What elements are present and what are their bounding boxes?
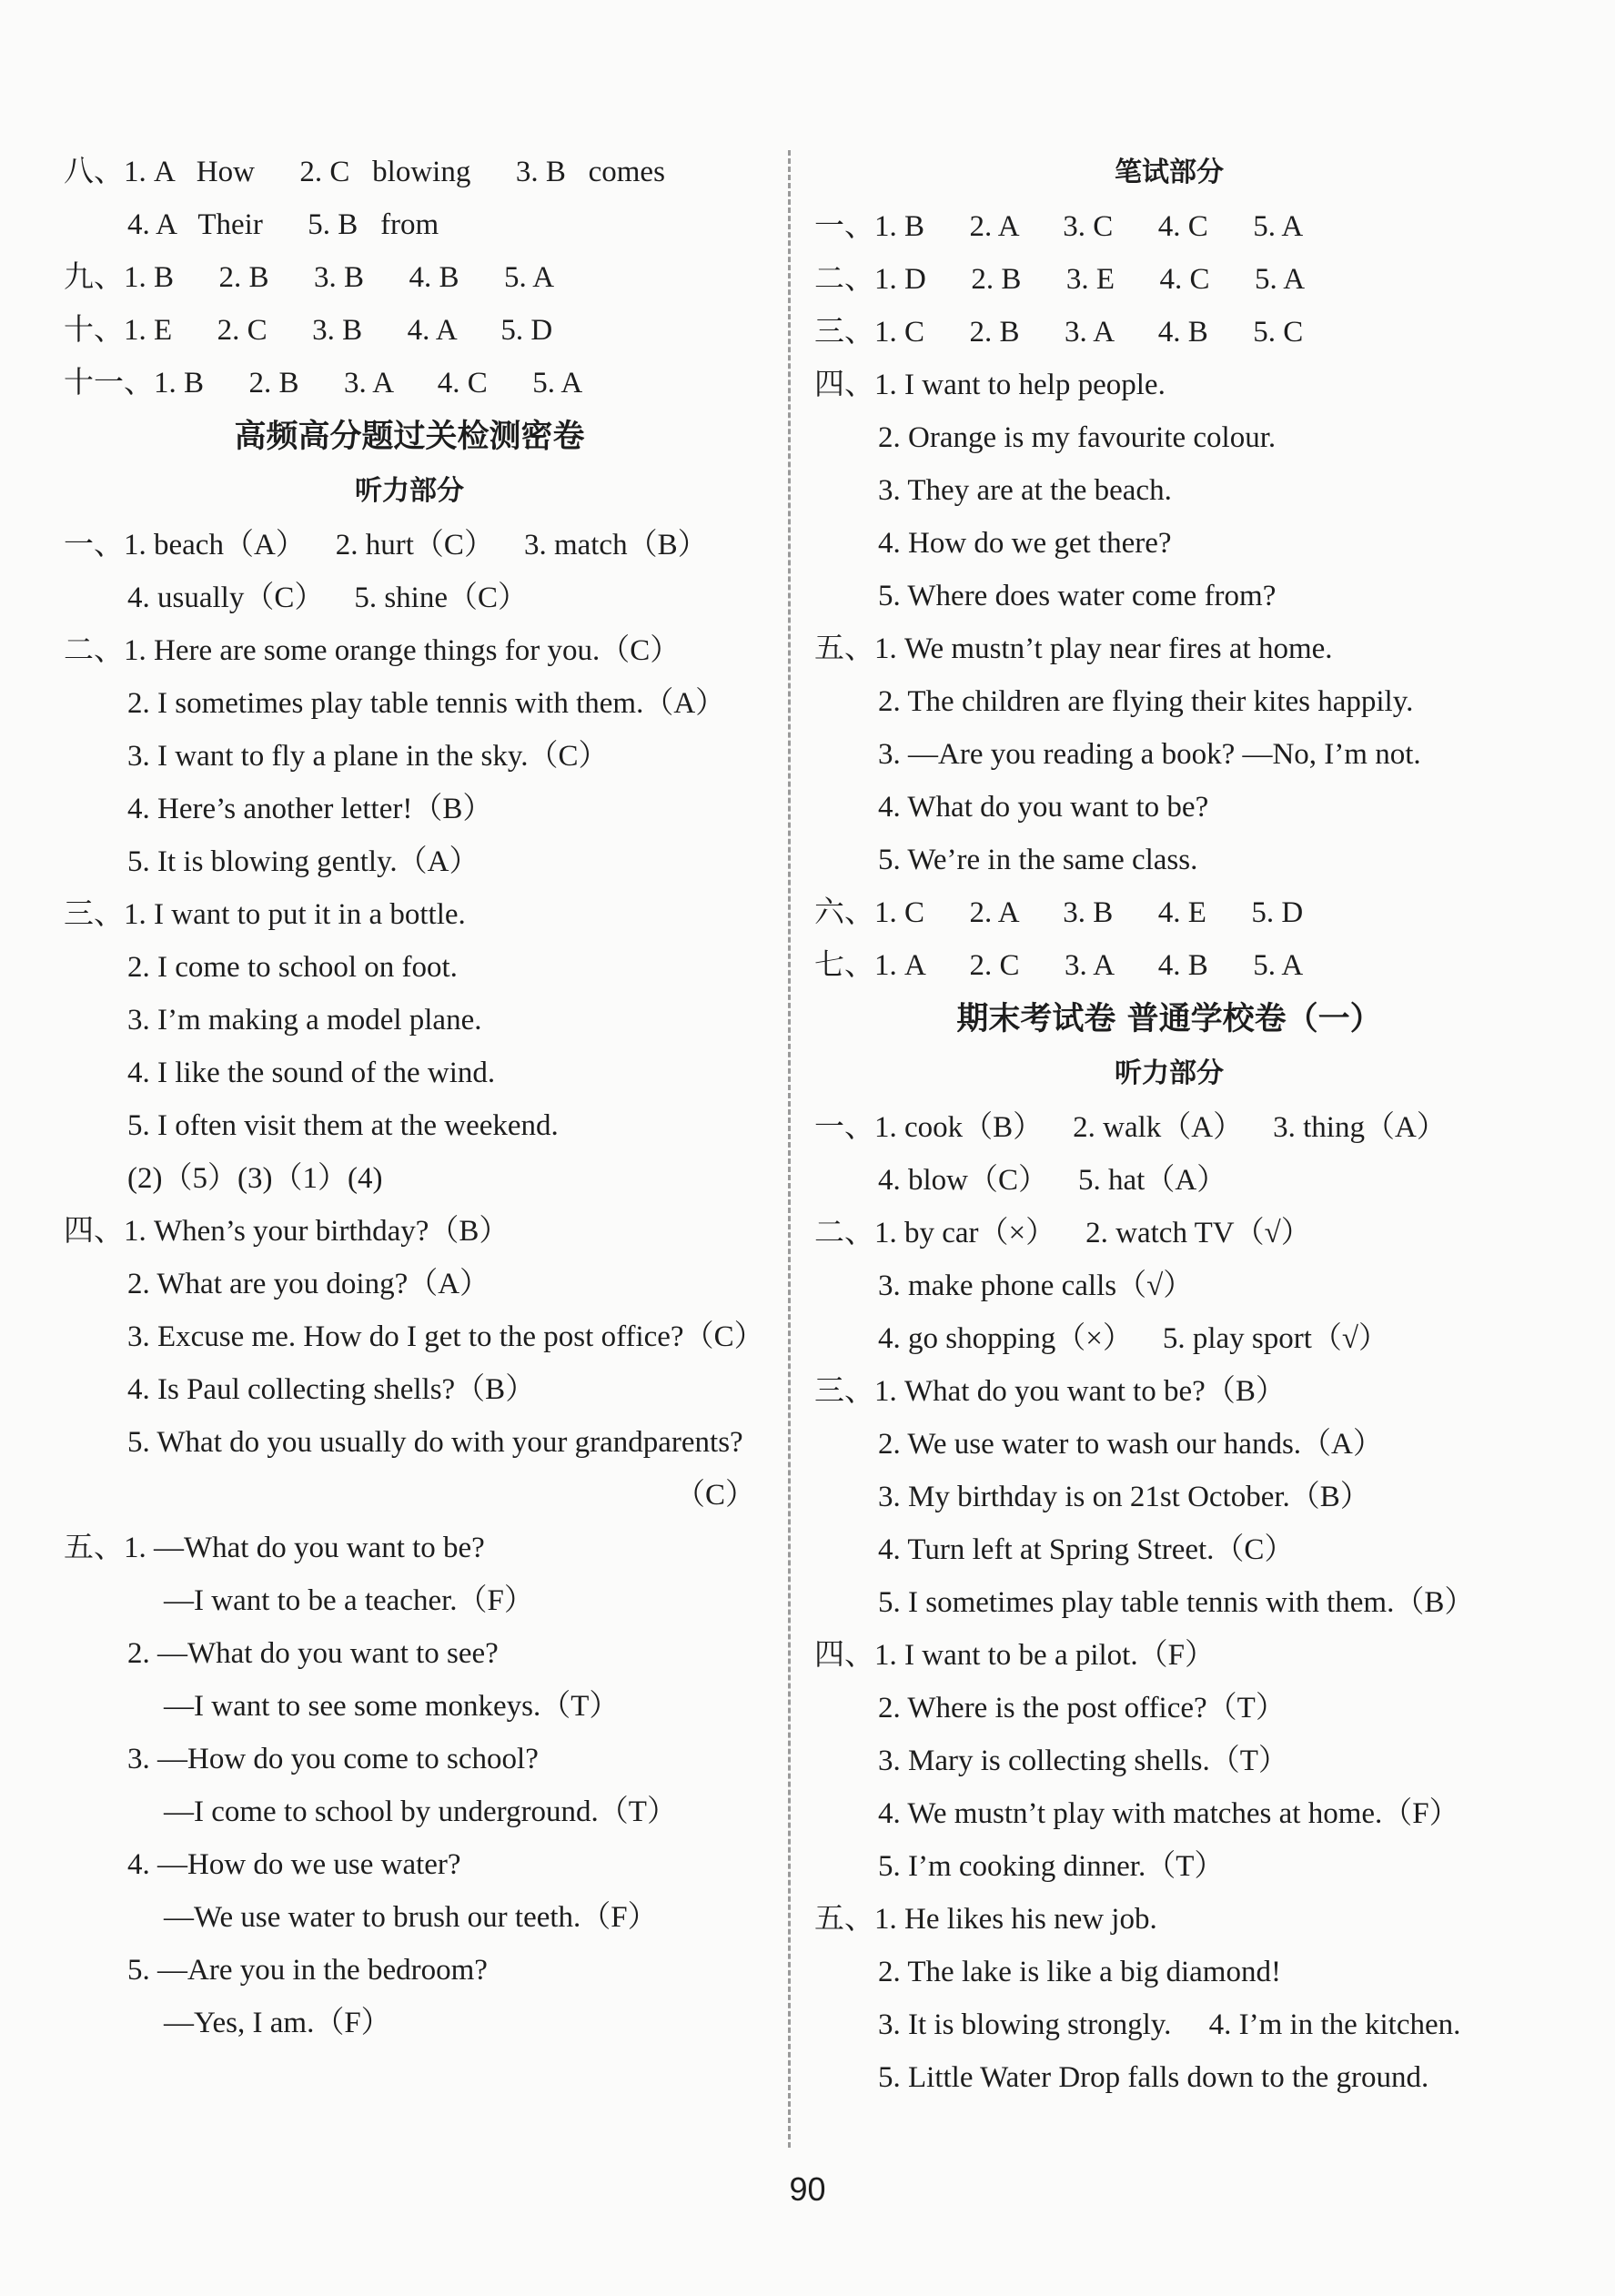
answer-line-indented: 4. We mustn’t play with matches at home.（F） bbox=[878, 1797, 1459, 1830]
section-subheading: 听力部分 bbox=[1115, 1057, 1224, 1089]
answer-line-indented: 2. Where is the post office?（T） bbox=[878, 1692, 1286, 1725]
answer-line: 二、1. Here are some orange things for you.（C） bbox=[64, 634, 681, 667]
answer-line-indented: 3. —Are you reading a book? —No, I’m not. bbox=[878, 738, 1421, 771]
answer-line-indented: 2. The lake is like a big diamond! bbox=[878, 1956, 1281, 1988]
answer-line: 二、1. D 2. B 3. E 4. C 5. A bbox=[814, 263, 1306, 296]
answer-line-indented: 2. What are you doing?（A） bbox=[127, 1268, 490, 1300]
answer-line-indented: 5. I often visit them at the weekend. bbox=[127, 1109, 559, 1142]
answer-line-indented: 5. Little Water Drop falls down to the ground. bbox=[878, 2061, 1429, 2094]
answer-line-indented: 5. I’m cooking dinner.（T） bbox=[878, 1850, 1225, 1883]
answer-line-indented: 2. Orange is my favourite colour. bbox=[878, 421, 1277, 454]
answer-line-indented: 4. Is Paul collecting shells?（B） bbox=[127, 1373, 536, 1406]
page-number: 90 bbox=[789, 2170, 826, 2208]
answer-line-indented: 4. blow（C） 5. hat（A） bbox=[878, 1164, 1227, 1197]
answer-line-indented: 5. I sometimes play table tennis with them.（B） bbox=[878, 1586, 1475, 1619]
answer-line-indented: 4. go shopping（×） 5. play sport（√） bbox=[878, 1322, 1389, 1355]
answer-line-reply: —I want to see some monkeys.（T） bbox=[164, 1690, 620, 1723]
answer-line: 五、1. —What do you want to be? bbox=[64, 1532, 485, 1564]
section-subheading: 听力部分 bbox=[355, 475, 464, 507]
answer-line: 三、1. C 2. B 3. A 4. B 5. C bbox=[814, 316, 1304, 349]
answer-line-indented: 3. Mary is collecting shells.（T） bbox=[878, 1745, 1288, 1777]
answer-line-indented: 3. I’m making a model plane. bbox=[127, 1004, 482, 1037]
answer-line-indented: 3. make phone calls（√） bbox=[878, 1269, 1194, 1302]
answer-line: 六、1. C 2. A 3. B 4. E 5. D bbox=[814, 896, 1304, 929]
answer-line: 一、1. beach（A） 2. hurt（C） 3. match（B） bbox=[64, 529, 708, 561]
left-column bbox=[64, 146, 764, 2049]
answer-line-indented: 4. A Their 5. B from bbox=[127, 208, 439, 241]
answer-line-indented: 4. What do you want to be? bbox=[878, 791, 1209, 824]
answer-line-indented: 4. Turn left at Spring Street.（C） bbox=[878, 1533, 1295, 1566]
answer-line: 五、1. He likes his new job. bbox=[814, 1903, 1157, 1936]
answer-line-indented: 5. It is blowing gently.（A） bbox=[127, 845, 479, 878]
answer-line-indented: 4. I like the sound of the wind. bbox=[127, 1057, 496, 1089]
right-column bbox=[814, 146, 1524, 2104]
answer-line-indented: 5. Where does water come from? bbox=[878, 580, 1277, 612]
answer-line-right: （C） bbox=[674, 1479, 755, 1512]
answer-line: 三、1. I want to put it in a bottle. bbox=[64, 898, 466, 931]
answer-line-reply: —I come to school by underground.（T） bbox=[164, 1795, 677, 1828]
answer-line-reply: —Yes, I am.（F） bbox=[164, 2007, 391, 2039]
answer-line-indented: 2. I sometimes play table tennis with them.（A） bbox=[127, 687, 726, 720]
answer-line: 十、1. E 2. C 3. B 4. A 5. D bbox=[64, 314, 553, 347]
answer-line-indented: 5. We’re in the same class. bbox=[878, 844, 1198, 876]
answer-line-indented: 2. The children are flying their kites happily. bbox=[878, 685, 1414, 718]
answer-line-indented: 3. They are at the beach. bbox=[878, 474, 1172, 507]
answer-line: 十一、1. B 2. B 3. A 4. C 5. A bbox=[64, 367, 583, 400]
answer-line-indented: 2. —What do you want to see? bbox=[127, 1637, 499, 1670]
answer-line: 四、1. I want to be a pilot.（F） bbox=[814, 1639, 1215, 1672]
answer-line: 四、1. I want to help people. bbox=[814, 369, 1166, 401]
answer-line-indented: 3. My birthday is on 21st October.（B） bbox=[878, 1481, 1370, 1513]
answer-line: 四、1. When’s your birthday?（B） bbox=[64, 1215, 510, 1248]
answer-line-indented: 3. —How do you come to school? bbox=[127, 1743, 539, 1775]
answer-line: 一、1. cook（B） 2. walk（A） 3. thing（A） bbox=[814, 1111, 1447, 1144]
answer-line-indented: 5. —Are you in the bedroom? bbox=[127, 1954, 488, 1987]
answer-line: 三、1. What do you want to be?（B） bbox=[814, 1375, 1286, 1408]
answer-line: 一、1. B 2. A 3. C 4. C 5. A bbox=[814, 210, 1304, 243]
section-heading: 高频高分题过关检测密卷 bbox=[234, 419, 585, 455]
answer-line-indented: 4. usually（C） 5. shine（C） bbox=[127, 582, 529, 614]
answer-line-indented: 2. We use water to wash our hands.（A） bbox=[878, 1428, 1383, 1461]
answer-line-indented: 4. —How do we use water? bbox=[127, 1848, 461, 1881]
answer-line-indented: 3. Excuse me. How do I get to the post office?（C） bbox=[127, 1320, 764, 1353]
column-divider bbox=[788, 150, 791, 2148]
answer-line-reply: —We use water to brush our teeth.（F） bbox=[164, 1901, 658, 1934]
answer-line-indented: (2)（5）(3)（1）(4) bbox=[127, 1162, 383, 1195]
answer-line-indented: 4. Here’s another letter!（B） bbox=[127, 793, 493, 825]
answer-line-indented: 5. What do you usually do with your grandparents? bbox=[127, 1426, 743, 1459]
answer-line: 八、1. A How 2. C blowing 3. B comes bbox=[64, 156, 665, 188]
answer-line: 九、1. B 2. B 3. B 4. B 5. A bbox=[64, 261, 555, 294]
answer-line-indented: 4. How do we get there? bbox=[878, 527, 1172, 560]
answer-line: 五、1. We mustn’t play near fires at home. bbox=[814, 632, 1333, 665]
section-heading: 期末考试卷 普通学校卷（一） bbox=[956, 1001, 1382, 1037]
answer-line-indented: 2. I come to school on foot. bbox=[127, 951, 458, 984]
answer-line-indented: 3. I want to fly a plane in the sky.（C） bbox=[127, 740, 609, 773]
answer-line-reply: —I want to be a teacher.（F） bbox=[164, 1584, 534, 1617]
answer-line: 七、1. A 2. C 3. A 4. B 5. A bbox=[814, 949, 1304, 982]
answer-line-indented: 3. It is blowing strongly. 4. I’m in the kitchen. bbox=[878, 2008, 1461, 2041]
answer-line: 二、1. by car（×） 2. watch TV（√） bbox=[814, 1217, 1311, 1249]
section-subheading: 笔试部分 bbox=[1115, 157, 1224, 188]
